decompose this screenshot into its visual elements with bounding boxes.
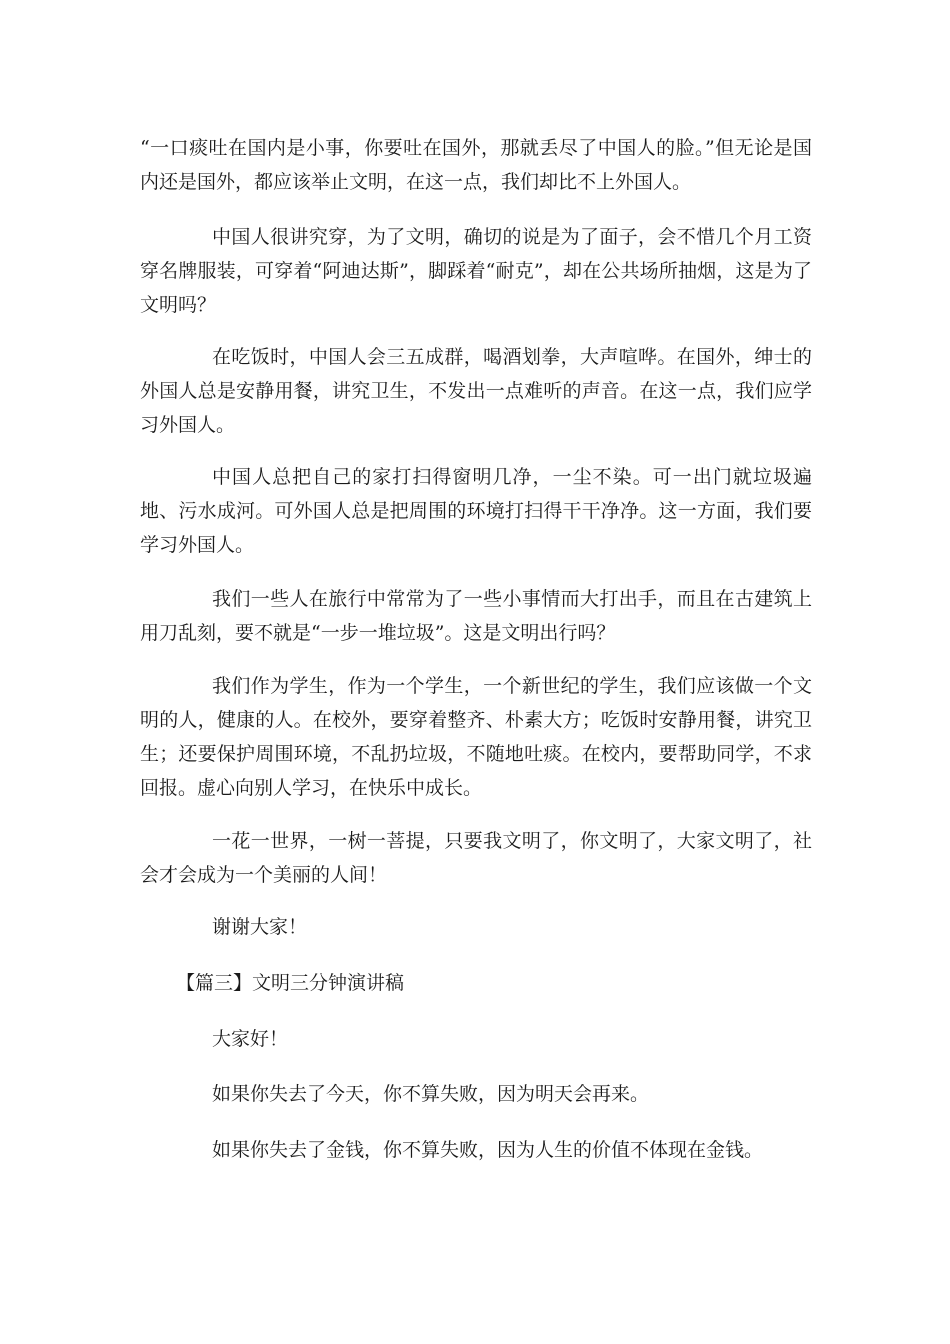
paragraph-1: “一口痰吐在国内是小事，你要吐在国外，那就丢尽了中国人的脸。”但无论是国内还是国外，都应该举止文明，在这一点，我们却比不上外国人。 (140, 137, 812, 193)
paragraph-5: 我们一些人在旅行中常常为了一些小事情而大打出手，而且在古建筑上用刀乱刻，要不就是“一步一堆垃圾”。这是文明出行吗？ (140, 588, 812, 644)
paragraph-2: 中国人很讲究穿，为了文明，确切的说是为了面子，会不惜几个月工资穿名牌服装，可穿着“阿迪达斯”，脚踩着“耐克”，却在公共场所抽烟，这是为了文明吗？ (140, 226, 812, 316)
paragraph-8: 谢谢大家！ (212, 916, 308, 938)
paragraph-4: 中国人总把自己的家打扫得窗明几净，一尘不染。可一出门就垃圾遍地、污水成河。可外国人总是把周围的环境打扫得干干净净。这一方面，我们要学习外国人。 (140, 466, 812, 556)
paragraph-3: 在吃饭时，中国人会三五成群，喝酒划拳，大声喧哗。在国外，绅士的外国人总是安静用餐，讲究卫生，不发出一点难听的声音。在这一点，我们应学习外国人。 (140, 346, 812, 436)
section-heading: 【篇三】文明三分钟演讲稿 (176, 972, 405, 994)
section-paragraph-3: 如果你失去了金钱，你不算失败，因为人生的价值不体现在金钱。 (212, 1139, 764, 1161)
paragraph-6: 我们作为学生，作为一个学生，一个新世纪的学生，我们应该做一个文明的人，健康的人。在校外，要穿着整齐、朴素大方；吃饭时安静用餐，讲究卫生；还要保护周围环境，不乱扔垃圾，不随地吐痰。在校内，要帮助同学，不求回报。虚心向别人学习，在快乐中成长。 (140, 675, 812, 799)
paragraph-7: 一花一世界，一树一菩提，只要我文明了，你文明了，大家文明了，社会才会成为一个美丽的人间！ (140, 830, 812, 886)
section-paragraph-1: 大家好！ (212, 1028, 289, 1050)
section-paragraph-2: 如果你失去了今天，你不算失败，因为明天会再来。 (212, 1083, 650, 1105)
